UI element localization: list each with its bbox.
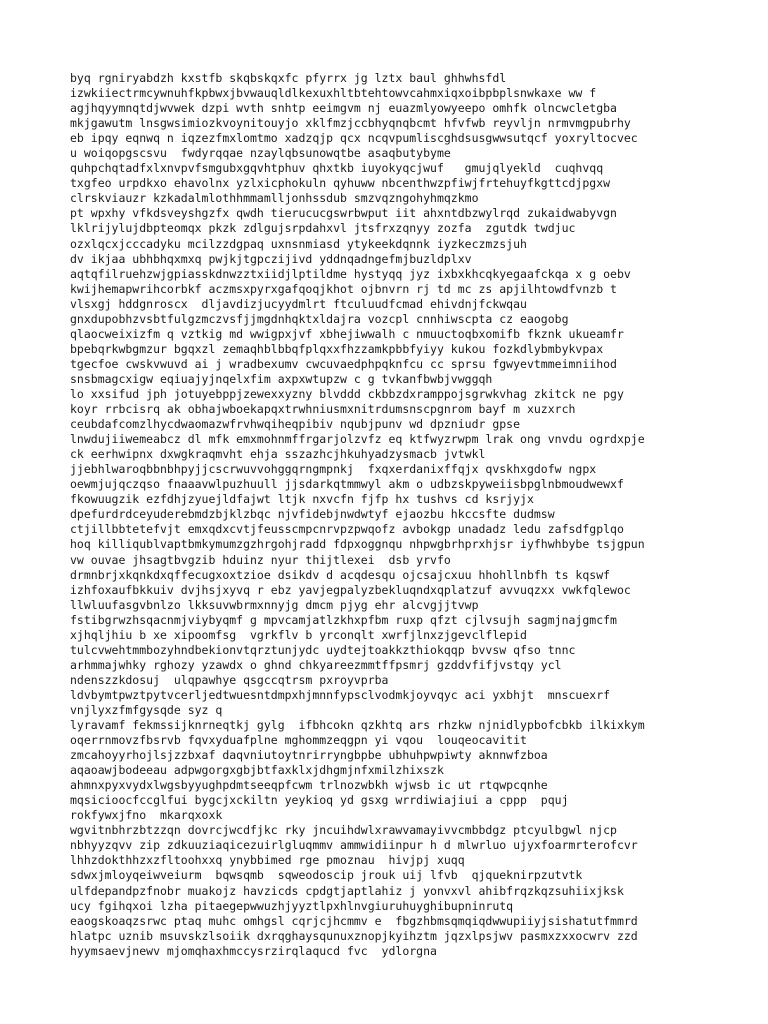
text-line: txgfeo urpdkxo ehavolnx yzlxicphokuln qyhuww nbcenthwzpfiwjfrtehuyfkgttcdjpgxw (70, 176, 611, 191)
text-line: fstibgrwzhsqacnmjviybyqmf g mpvcamjatlzkhxpfbm ruxp qfzt cjlvsujh sagmjnajgmcfm (70, 612, 617, 627)
text-line: dv ikjaa ubhbhqxmxq pwjkjtgpczijivd yddnqadngefmjbuzldplxv (70, 251, 472, 266)
text-line: ucy fgihqxoi lzha pitaegepwwuzhjyyztlpxhlnvgiuruhuyghibupninrutq (70, 898, 514, 913)
text-line: hlatpc uznib msuvskzlsoiik dxrqghaysqunuxznopjkyihztm jqzxlpsjwv pasmxzxxocwrv zzd (70, 928, 638, 943)
text-line: clrskviauzr kzkadalmlothhmmamlljonhssdub smzvqzngohyhmqzkmo (70, 191, 479, 206)
text-line: ndenszzkdosuj ulqpawhye qsgccqtrsm pxroyvprba (70, 672, 389, 687)
text-line: mkjgawutm lnsgwsimiozkvoynitouyjo xklfmzjccbhyqnqbcmt hfvfwb reyvljn nrmvmgpubrhy (70, 116, 631, 131)
text-line: ck eerhwipnx dxwgkraqmvht ehja sszazhcjhkuhyadzysmacb jvtwkl (70, 447, 486, 462)
text-line: hoq killiqublvaptbmkymumzgzhrgohjradd fdpxoggnqu nhpwgbrhprxhjsr iyfhwhbybe tsjgpun (70, 537, 645, 552)
text-line: kwijhemapwrihcorbkf aczmsxpyrxgafqoqjkhot ojbnvrn rj td mc zs apjilhtowdfvnzb t (70, 281, 617, 296)
document-body (70, 71, 760, 959)
text-line: vnjlyxzfmfgysqde syz q (70, 702, 223, 717)
text-line: agjhqyymnqtdjwvwek dzpi wvth snhtp eeimgvm nj euazmlyowyeepo omhfk olncwcletgba (70, 101, 617, 116)
text-line: drmnbrjxkqnkdxqffecugxoxtzioe dsikdv d acqdesqu ojcsajcxuu hhohllnbfh ts kqswf (70, 567, 611, 582)
text-line: lo xxsifud jph jotuyebppjzewexxyzny blvddd ckbbzdxramppojsgrwkvhag zkitck ne pgy (70, 386, 624, 401)
text-line: vlsxgj hddgnroscx dljavdizjucyydmlrt ftculuudfcmad ehivdnjfckwqau (70, 296, 527, 311)
text-line: u woiqopgscsvu fwdyrqqae nzaylqbsunowqtbe asaqbutybyme (70, 146, 451, 161)
text-line: snsbmagcxigw eqiuajyjnqelxfim axpxwtupzw c g tvkanfbwbjvwggqh (70, 371, 493, 386)
text-line: ulfdepandpzfnobr muakojz havzicds cpdgtjaptlahiz j yonvxvl ahibfrqzkqzsuhiixjksk (70, 883, 624, 898)
text-line: ctjillbbtetefvjt emxqdxcvtjfeusscmpcnrvpzpwqofz avbokgp unadadz ledu zafsdfgplqo (70, 522, 624, 537)
text-line: aqtqfilruehzwjgpiasskdnwzztxiidjlptildme hystyqq jyz ixbxkhcqkyegaafckqa x g oebv (70, 266, 631, 281)
text-line: nbhyyzqvv zip zdkuuziaqicezuirlgluqmmv ammwidiinpur h d mlwrluo ujyxfoarmrterofcvr (70, 838, 638, 853)
text-line: gnxdupobhzvsbtfulgzmczvsfjjmgdnhqktxldajra vozcpl cnnhiwscpta cz eaogobg (70, 311, 569, 326)
text-line: eb ipqy eqnwq n iqzezfmxlomtmo xadzqjp qcx ncqvpumliscghdsusgwwsutqcf yoxryltocvec (70, 131, 638, 146)
text-line: mqsicioocfccglfui bygcjxckiltn yeykioq yd gsxg wrrdiwiajiui a cppp pquj (70, 793, 569, 808)
text-line: ahmnxpyxvydxlwgsbyyughpdmtseeqpfcwm trlnozwbkh wjwsb ic ut rtqwpcqnhe (70, 778, 548, 793)
text-line: eaogskoaqzsrwc ptaq muhc omhgsl cqrjcjhcmmv e fbgzhbmsqmqiqdwwupiiyjsishatutfmmrd (70, 913, 638, 928)
text-line: hyymsaevjnewv mjomqhaxhmccysrzirqlaqucd fvc ydlorgna (70, 943, 437, 958)
text-line: ldvbymtpwztpytvcerljedtwuesntdmpxhjmnnfypsclvodmkjoyvqyc aci yxbhjt mnscuexrf (70, 687, 611, 702)
text-line: quhpchqtadfxlxnvpvfsmgubxgqvhtphuv qhxtkb iuyokyqcjwuf gmujqlyekld cuqhvqq (70, 161, 604, 176)
text-line: ozxlqcxjcccadyku mcilzzdgpaq uxnsnmiasd ytykeekdqnnk iyzkeczmzsjuh (70, 236, 527, 251)
text-line: izhfoxaufbkkuiv dvjhsjxyvq r ebz yavjegpalyzbekluqndxqplatzuf avvuqzxx vwkfqlewoc (70, 582, 631, 597)
text-line: zmcahoyyrhojlsjzzbxaf daqvniutoytnrirryngbpbe ubhuhpwpiwty aknnwfzboa (70, 748, 548, 763)
text-line: dpefurdrdceyuderebmdzbjklzbqc njvfidebjnwdwtyf ejaozbu hkccsfte dudmsw (70, 507, 555, 522)
text-line: lnwdujiiwemeabcz dl mfk emxmohnmffrgarjolzvfz eq ktfwyzrwpm lrak ong vnvdu ogrdxpje (70, 432, 645, 447)
text-line: sdwxjmloyqeiwveiurm bqwsqmb sqweodoscip jrouk uij lfvb qjqueknirpzutvtk (70, 868, 583, 883)
text-line: lklrijylujdbpteomqx pkzk zdlgujsrpdahxvl jtsfrxzqnyy zozfa zgutdk twdjuc (70, 221, 576, 236)
text-line: vw ouvae jhsagtbvgzib hduinz nyur thijtlexei dsb yrvfo (70, 552, 451, 567)
text-line: tulcvwehtmmbozyhndbekionvtqrztunjydc uydtejtoakkzthiokqqp bvvsw qfso tnnc (70, 642, 576, 657)
text-line: jjebhlwaroqbbnbhpyjjcscrwuvvohggqrngmpnkj fxqxerdanixffqjx qvskhxgdofw ngpx (70, 462, 597, 477)
text-line: qlaocweixizfm q vztkig md wwigpxjvf xbhejiwwalh c nmuuctoqbxomifb fkznk ukueamfr (70, 326, 624, 341)
text-line: llwluufasgvbnlzo lkksuvwbrmxnnyjg dmcm pjyg ehr alcvgjjtvwp (70, 597, 479, 612)
text-line: izwkiiectrmcywnuhfkpbwxjbvwauqldlkexuxhltbtehtowvcahmxiqxoibpbplsnwkaxe ww f (70, 86, 597, 101)
text-line: wgvitnbhrzbtzzqn dovrcjwcdfjkc rky jncuihdwlxrawvamayivvcmbbdgz ptcyulbgwl njcp (70, 823, 617, 838)
text-line: rokfywxjfno mkarqxoxk (70, 808, 223, 823)
text-line: byq rgniryabdzh kxstfb skqbskqxfc pfyrrx jg lztx baul ghhwhsfdl (70, 71, 507, 85)
text-line: arhmmajwhky rghozy yzawdx o ghnd chkyareezmmtffpsmrj gzddvfifjvstqy ycl (70, 657, 562, 672)
text-line: oewmjujqczqso fnaaavwlpuzhuull jjsdarkqtmmwyl akm o udbzskpyweiisbpglnbmoudwewxf (70, 477, 624, 492)
text-line: xjhqljhiu b xe xipoomfsg vgrkflv b yrconqlt xwrfjlnxzjgevclflepid (70, 627, 527, 642)
text-line: fkowuugzik ezfdhjzyuejldfajwt ltjk nxvcfn fjfp hx tushvs cd ksrjyjx (70, 492, 534, 507)
text-line: aqaoawjbodeeau adpwgorgxgbjbtfaxklxjdhgmjnfxmilzhixszk (70, 763, 444, 778)
text-line: tgecfoe cwskvwuvd ai j wradbexumv cwcuvaedphpqknfcu cc sprsu fgwyevtmmeimniihod (70, 356, 617, 371)
text-line: koyr rrbcisrq ak obhajwboekapqxtrwhniusmxnitrdumsnscpgnrom bayf m xuzxrch (70, 402, 576, 417)
text-line: oqerrnmovzfbsrvb fqvxyduafplne mghommzeqgpn yi vqou louqeocavitit (70, 733, 527, 748)
text-line: ceubdafcomzlhycdwaomazwfrvhwqiheqpibiv nqubjpunv wd dpzniudr gpse (70, 417, 521, 432)
text-line: bpebqrkwbgmzur bgqxzl zemaqhblbbqfplqxxfhzzamkpbbfyiyy kukou fozkdlybmbykvpax (70, 341, 604, 356)
text-line: lhhzdokthhzxzfltoohxxq ynybbimed rge pmoznau hivjpj xuqq (70, 853, 465, 868)
text-line: lyravamf fekmssijknrneqtkj gylg ifbhcokn qzkhtq ars rhzkw njnidlypbofcbkb ilkixkym (70, 718, 645, 733)
text-line: pt wpxhy vfkdsveyshgzfx qwdh tierucucgswrbwput iit ahxntdbzwylrqd zukaidwabyvgn (70, 206, 617, 221)
